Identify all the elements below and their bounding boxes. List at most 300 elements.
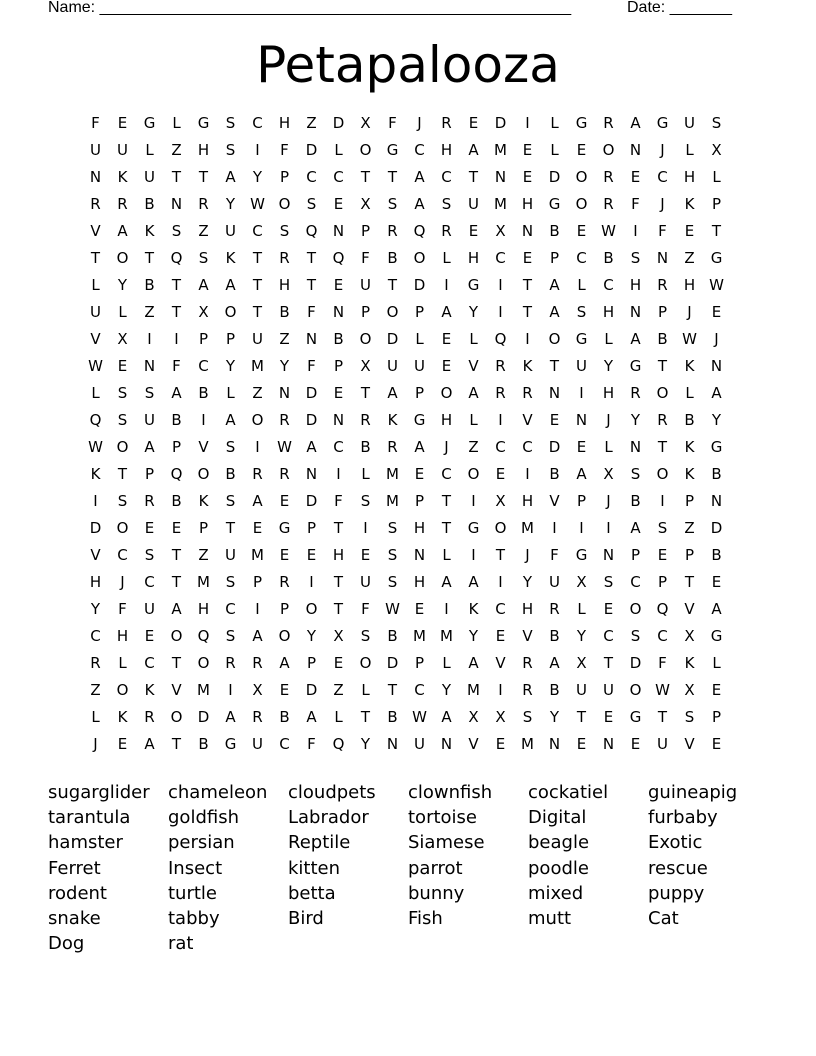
- grid-letter: I: [309, 573, 314, 591]
- word-list-item: snake: [48, 907, 101, 929]
- grid-letter: T: [333, 600, 344, 618]
- word-list-item: rescue: [648, 857, 708, 879]
- grid-letter: N: [143, 357, 156, 375]
- grid-letter: H: [602, 384, 615, 402]
- grid-letter: U: [117, 141, 128, 159]
- grid-letter: M: [494, 195, 507, 213]
- grid-letter: B: [603, 249, 614, 267]
- grid-letter: T: [171, 654, 182, 672]
- word-list-item: parrot: [408, 857, 463, 879]
- grid-letter: I: [471, 492, 476, 510]
- grid-letter: B: [198, 735, 209, 753]
- grid-letter: W: [385, 600, 400, 618]
- grid-letter: J: [606, 411, 611, 429]
- grid-letter: S: [171, 222, 182, 240]
- grid-letter: T: [333, 519, 344, 537]
- grid-letter: B: [549, 627, 560, 645]
- grid-letter: E: [468, 222, 479, 240]
- grid-row: [82, 623, 730, 650]
- grid-letter: V: [468, 357, 479, 375]
- grid-letter: F: [334, 492, 343, 510]
- grid-letter: D: [386, 330, 399, 348]
- grid-letter: S: [360, 492, 371, 510]
- grid-letter: R: [225, 654, 236, 672]
- grid-letter: E: [495, 735, 506, 753]
- grid-letter: G: [629, 708, 642, 726]
- grid-letter: I: [147, 330, 152, 348]
- grid-letter: B: [711, 465, 722, 483]
- grid-letter: E: [684, 222, 695, 240]
- name-field: Name: _____________________________________________________: [48, 0, 572, 16]
- grid-letter: G: [710, 627, 723, 645]
- word-list-item: clownfish: [408, 782, 493, 803]
- grid-letter: O: [305, 600, 318, 618]
- grid-letter: I: [660, 492, 665, 510]
- grid-letter: A: [279, 654, 290, 672]
- grid-letter: L: [712, 168, 721, 186]
- grid-letter: B: [171, 492, 182, 510]
- grid-letter: L: [172, 114, 181, 132]
- grid-letter: H: [278, 276, 291, 294]
- grid-letter: A: [198, 276, 209, 294]
- word-list-item: tortoise: [408, 807, 477, 829]
- grid-letter: K: [684, 195, 695, 213]
- grid-letter: T: [657, 438, 668, 456]
- grid-letter: S: [576, 303, 587, 321]
- grid-letter: P: [414, 492, 425, 510]
- grid-letter: O: [170, 627, 183, 645]
- grid-letter: S: [387, 573, 398, 591]
- grid-row: [82, 704, 730, 731]
- grid-letter: J: [93, 735, 98, 753]
- grid-letter: P: [711, 708, 722, 726]
- grid-letter: V: [522, 411, 533, 429]
- grid-letter: O: [116, 438, 129, 456]
- grid-letter: C: [225, 600, 236, 618]
- grid-letter: L: [334, 708, 343, 726]
- grid-letter: U: [657, 735, 668, 753]
- grid-letter: P: [711, 195, 722, 213]
- grid-letter: V: [684, 735, 695, 753]
- grid-letter: L: [361, 681, 370, 699]
- grid-letter: C: [657, 168, 668, 186]
- grid-letter: W: [412, 708, 427, 726]
- grid-letter: W: [601, 222, 616, 240]
- grid-letter: O: [197, 654, 210, 672]
- grid-letter: N: [575, 411, 588, 429]
- grid-letter: R: [630, 384, 641, 402]
- grid-letter: D: [305, 384, 318, 402]
- grid-letter: D: [305, 411, 318, 429]
- grid-letter: S: [225, 627, 236, 645]
- grid-letter: O: [386, 303, 399, 321]
- grid-row: [82, 542, 730, 569]
- grid-letter: L: [91, 384, 100, 402]
- grid-letter: C: [495, 249, 506, 267]
- grid-letter: I: [93, 492, 98, 510]
- grid-letter: N: [602, 735, 615, 753]
- grid-letter: I: [525, 330, 530, 348]
- grid-letter: I: [444, 600, 449, 618]
- grid-letter: K: [468, 600, 479, 618]
- grid-letter: E: [333, 654, 344, 672]
- grid-letter: S: [117, 411, 128, 429]
- grid-letter: T: [90, 249, 101, 267]
- grid-letter: R: [549, 600, 560, 618]
- grid-letter: L: [577, 600, 586, 618]
- grid-letter: D: [413, 276, 426, 294]
- grid-letter: L: [118, 303, 127, 321]
- word-list-item: rat: [168, 933, 194, 955]
- grid-letter: P: [657, 573, 668, 591]
- grid-letter: T: [171, 303, 182, 321]
- grid-letter: V: [522, 627, 533, 645]
- grid-letter: W: [88, 438, 103, 456]
- grid-letter: H: [521, 195, 534, 213]
- grid-letter: G: [575, 546, 588, 564]
- grid-letter: L: [415, 330, 424, 348]
- grid-letter: L: [145, 141, 154, 159]
- grid-letter: C: [441, 168, 452, 186]
- grid-letter: E: [279, 546, 290, 564]
- grid-letter: L: [712, 654, 721, 672]
- grid-letter: D: [197, 708, 210, 726]
- word-list-item: bunny: [408, 882, 465, 904]
- grid-letter: M: [197, 681, 210, 699]
- grid-row: [82, 677, 730, 704]
- grid-letter: N: [170, 195, 183, 213]
- grid-letter: O: [116, 249, 129, 267]
- grid-letter: A: [441, 573, 452, 591]
- grid-letter: S: [117, 384, 128, 402]
- grid-letter: I: [174, 330, 179, 348]
- grid-letter: C: [495, 438, 506, 456]
- grid-letter: R: [657, 276, 668, 294]
- grid-row: [82, 272, 730, 299]
- grid-letter: S: [387, 195, 398, 213]
- grid-letter: P: [414, 303, 425, 321]
- grid-letter: L: [550, 141, 559, 159]
- grid-letter: E: [441, 330, 452, 348]
- grid-letter: Y: [441, 681, 452, 699]
- grid-letter: V: [90, 222, 101, 240]
- grid-letter: A: [225, 276, 236, 294]
- grid-letter: U: [252, 735, 263, 753]
- grid-letter: E: [306, 546, 317, 564]
- grid-letter: B: [333, 330, 344, 348]
- grid-letter: C: [522, 438, 533, 456]
- grid-letter: P: [144, 465, 155, 483]
- grid-letter: E: [711, 303, 722, 321]
- grid-letter: J: [444, 438, 449, 456]
- grid-letter: U: [414, 735, 425, 753]
- grid-row: [82, 191, 730, 218]
- grid-letter: I: [498, 276, 503, 294]
- grid-letter: A: [630, 330, 641, 348]
- grid-letter: D: [386, 654, 399, 672]
- grid-letter: Z: [198, 222, 209, 240]
- grid-letter: R: [90, 654, 101, 672]
- grid-letter: C: [144, 654, 155, 672]
- grid-letter: P: [225, 330, 236, 348]
- grid-letter: R: [279, 465, 290, 483]
- grid-letter: X: [576, 654, 587, 672]
- grid-letter: C: [414, 681, 425, 699]
- grid-letter: H: [467, 249, 480, 267]
- grid-letter: E: [252, 519, 263, 537]
- grid-letter: Q: [89, 411, 102, 429]
- grid-letter: Q: [170, 465, 183, 483]
- grid-letter: G: [413, 411, 426, 429]
- word-list-item: sugarglider: [48, 782, 150, 803]
- grid-letter: I: [579, 519, 584, 537]
- grid-letter: V: [171, 681, 182, 699]
- grid-letter: U: [414, 357, 425, 375]
- grid-letter: T: [306, 249, 317, 267]
- grid-letter: S: [225, 573, 236, 591]
- grid-letter: K: [117, 708, 128, 726]
- word-list-item: Siamese: [408, 832, 485, 854]
- grid-letter: I: [471, 546, 476, 564]
- grid-letter: X: [468, 708, 479, 726]
- grid-letter: P: [414, 654, 425, 672]
- grid-letter: K: [387, 411, 398, 429]
- grid-letter: U: [225, 546, 236, 564]
- grid-letter: H: [197, 600, 210, 618]
- grid-letter: F: [91, 114, 100, 132]
- grid-letter: Y: [711, 411, 722, 429]
- grid-letter: Y: [225, 195, 236, 213]
- grid-letter: C: [333, 438, 344, 456]
- grid-letter: O: [197, 465, 210, 483]
- grid-letter: E: [117, 114, 128, 132]
- grid-letter: E: [333, 384, 344, 402]
- grid-letter: U: [360, 573, 371, 591]
- grid-letter: R: [522, 681, 533, 699]
- grid-letter: Y: [522, 573, 533, 591]
- grid-letter: D: [305, 492, 318, 510]
- grid-row: [82, 407, 730, 434]
- grid-letter: K: [225, 249, 236, 267]
- grid-letter: C: [495, 600, 506, 618]
- grid-letter: V: [198, 438, 209, 456]
- grid-letter: B: [387, 249, 398, 267]
- grid-letter: P: [549, 249, 560, 267]
- grid-row: [82, 326, 730, 353]
- grid-letter: S: [603, 573, 614, 591]
- grid-letter: Z: [252, 384, 263, 402]
- grid-letter: F: [631, 195, 640, 213]
- grid-letter: Q: [305, 222, 318, 240]
- grid-letter: Z: [306, 114, 317, 132]
- grid-letter: E: [468, 114, 479, 132]
- grid-letter: S: [117, 492, 128, 510]
- grid-letter: W: [250, 195, 265, 213]
- grid-letter: E: [711, 735, 722, 753]
- grid-letter: L: [604, 330, 613, 348]
- grid-letter: G: [656, 114, 669, 132]
- word-list-item: Cat: [648, 907, 679, 929]
- grid-letter: E: [603, 708, 614, 726]
- grid-letter: A: [252, 627, 263, 645]
- grid-letter: C: [630, 573, 641, 591]
- grid-letter: O: [278, 627, 291, 645]
- grid-letter: X: [252, 681, 263, 699]
- grid-letter: T: [252, 303, 263, 321]
- grid-letter: P: [360, 303, 371, 321]
- grid-letter: E: [711, 573, 722, 591]
- grid-letter: D: [548, 438, 561, 456]
- grid-row: [82, 461, 730, 488]
- grid-letter: T: [198, 168, 209, 186]
- grid-letter: R: [522, 384, 533, 402]
- grid-letter: R: [657, 411, 668, 429]
- grid-letter: N: [710, 492, 723, 510]
- grid-letter: S: [630, 627, 641, 645]
- grid-letter: B: [144, 195, 155, 213]
- grid-letter: R: [117, 195, 128, 213]
- grid-letter: N: [386, 735, 399, 753]
- grid-letter: A: [306, 438, 317, 456]
- grid-letter: M: [251, 546, 264, 564]
- grid-letter: H: [440, 411, 453, 429]
- worksheet-header: [48, 0, 748, 20]
- grid-letter: I: [525, 465, 530, 483]
- grid-letter: I: [633, 222, 638, 240]
- grid-letter: B: [657, 330, 668, 348]
- grid-letter: G: [467, 519, 480, 537]
- grid-letter: H: [332, 546, 345, 564]
- grid-letter: X: [117, 330, 128, 348]
- grid-letter: H: [521, 492, 534, 510]
- word-list-item: Dog: [48, 933, 85, 955]
- word-list-item: furbaby: [648, 807, 718, 829]
- grid-letter: O: [656, 465, 669, 483]
- grid-letter: U: [603, 681, 614, 699]
- grid-letter: E: [603, 600, 614, 618]
- grid-letter: C: [306, 168, 317, 186]
- grid-letter: P: [684, 492, 695, 510]
- grid-letter: E: [414, 600, 425, 618]
- grid-letter: C: [441, 465, 452, 483]
- grid-letter: Z: [90, 681, 101, 699]
- grid-letter: N: [305, 465, 318, 483]
- grid-letter: G: [710, 438, 723, 456]
- grid-letter: I: [201, 411, 206, 429]
- grid-letter: A: [630, 519, 641, 537]
- grid-letter: P: [252, 573, 263, 591]
- grid-letter: O: [656, 384, 669, 402]
- grid-letter: I: [255, 438, 260, 456]
- grid-letter: Q: [332, 249, 345, 267]
- grid-letter: O: [629, 600, 642, 618]
- word-list-item: cockatiel: [528, 782, 609, 803]
- grid-letter: B: [198, 384, 209, 402]
- grid-letter: R: [252, 654, 263, 672]
- grid-letter: E: [630, 168, 641, 186]
- grid-letter: T: [387, 681, 398, 699]
- grid-letter: K: [684, 654, 695, 672]
- grid-letter: E: [495, 627, 506, 645]
- grid-letter: P: [684, 546, 695, 564]
- grid-letter: S: [225, 438, 236, 456]
- grid-letter: J: [417, 114, 422, 132]
- grid-letter: T: [171, 276, 182, 294]
- grid-letter: A: [387, 384, 398, 402]
- grid-letter: K: [144, 222, 155, 240]
- grid-letter: J: [660, 195, 665, 213]
- grid-letter: N: [710, 357, 723, 375]
- grid-letter: Y: [576, 627, 587, 645]
- grid-letter: O: [224, 303, 237, 321]
- grid-letter: T: [144, 249, 155, 267]
- grid-letter: A: [441, 303, 452, 321]
- grid-letter: E: [360, 546, 371, 564]
- grid-letter: Z: [684, 519, 695, 537]
- grid-letter: O: [548, 330, 561, 348]
- grid-letter: T: [360, 708, 371, 726]
- grid-letter: A: [225, 708, 236, 726]
- grid-letter: Z: [171, 141, 182, 159]
- grid-letter: F: [172, 357, 181, 375]
- word-list-item: Insect: [168, 857, 223, 879]
- grid-letter: C: [252, 222, 263, 240]
- grid-letter: H: [629, 276, 642, 294]
- grid-letter: R: [252, 708, 263, 726]
- grid-letter: U: [549, 573, 560, 591]
- grid-letter: L: [685, 384, 694, 402]
- grid-letter: R: [387, 222, 398, 240]
- grid-letter: Q: [170, 249, 183, 267]
- grid-letter: K: [522, 357, 533, 375]
- grid-letter: F: [280, 141, 289, 159]
- grid-letter: E: [522, 141, 533, 159]
- grid-letter: T: [171, 573, 182, 591]
- grid-letter: S: [657, 519, 668, 537]
- grid-letter: A: [630, 114, 641, 132]
- grid-letter: F: [361, 249, 370, 267]
- grid-letter: F: [658, 222, 667, 240]
- grid-letter: O: [170, 708, 183, 726]
- word-list-item: betta: [288, 882, 336, 904]
- grid-letter: T: [522, 303, 533, 321]
- grid-letter: E: [711, 681, 722, 699]
- grid-letter: T: [333, 573, 344, 591]
- grid-letter: N: [278, 384, 291, 402]
- grid-letter: D: [332, 114, 345, 132]
- grid-letter: Y: [549, 708, 560, 726]
- grid-letter: S: [387, 546, 398, 564]
- grid-row: [82, 353, 730, 380]
- grid-letter: R: [441, 114, 452, 132]
- grid-letter: L: [442, 654, 451, 672]
- grid-letter: L: [91, 708, 100, 726]
- grid-letter: A: [549, 276, 560, 294]
- grid-letter: J: [606, 492, 611, 510]
- grid-letter: H: [278, 114, 291, 132]
- grid-letter: R: [603, 114, 614, 132]
- grid-letter: Q: [494, 330, 507, 348]
- word-list-item: mixed: [528, 882, 584, 904]
- grid-letter: X: [684, 681, 695, 699]
- grid-letter: Z: [684, 249, 695, 267]
- grid-letter: E: [576, 222, 587, 240]
- grid-letter: C: [144, 573, 155, 591]
- grid-letter: S: [630, 249, 641, 267]
- grid-letter: B: [360, 438, 371, 456]
- grid-row: [82, 110, 730, 137]
- grid-letter: H: [197, 141, 210, 159]
